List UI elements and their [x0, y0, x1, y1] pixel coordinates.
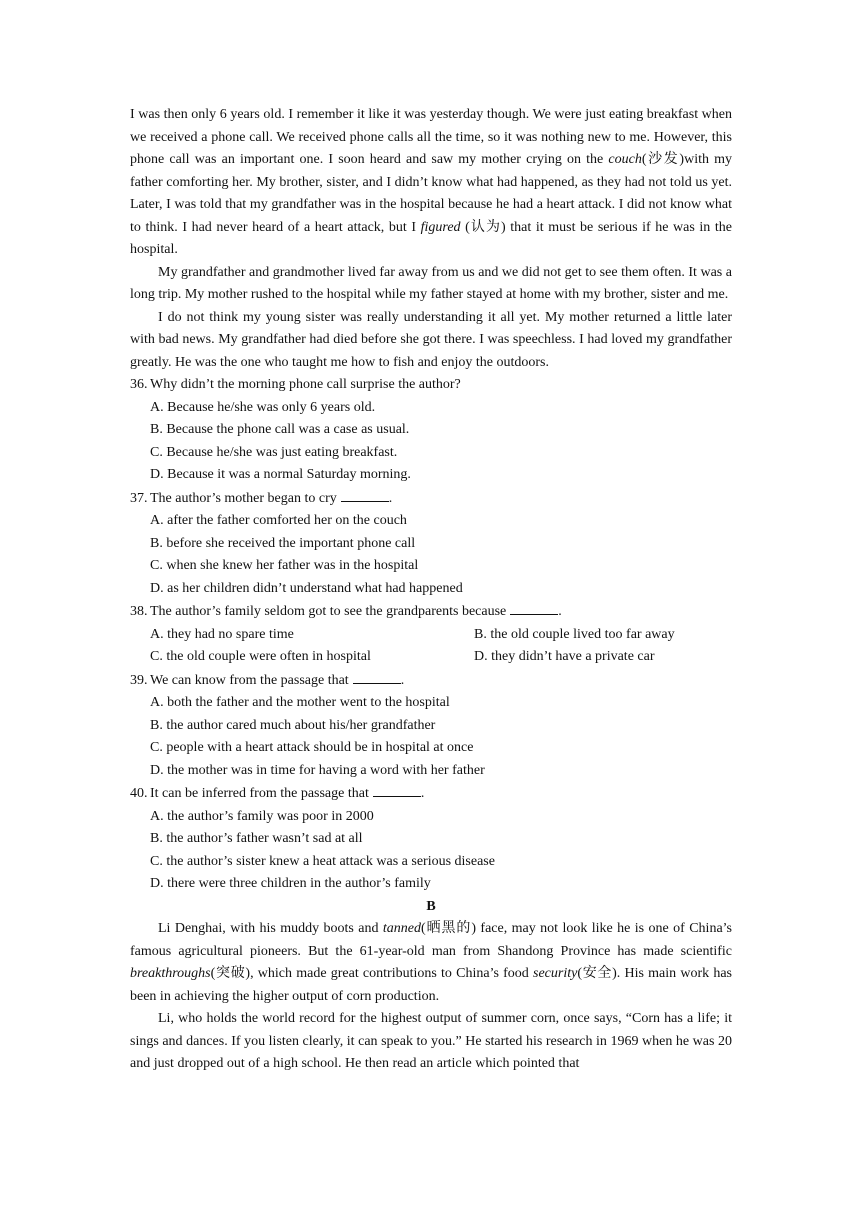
option-40-b: B. the author’s father wasn’t sad at all [150, 831, 363, 846]
question-36 [130, 374, 732, 397]
question-number: 38. [130, 604, 148, 619]
option-37-a: A. after the father comforted her on the couch [150, 513, 407, 528]
document-page [130, 104, 732, 1076]
text-run: Li Denghai, with his muddy boots and [158, 921, 383, 936]
passage-a-paragraph-2: My grandfather and grandmother lived far away from us and we did not get to see them often. It was a long trip. My mother rushed to the hospital while my father stayed at home with my brother, sister and me. [130, 264, 732, 302]
question-stem: The author’s family seldom got to see the grandparents because [150, 604, 507, 619]
option-37-d: D. as her children didn’t understand what had happened [150, 580, 463, 596]
italic-word-tanned: tanned [382, 921, 422, 936]
question-39 [130, 669, 732, 693]
italic-word-couch: couch [608, 152, 642, 167]
text-run: (安全). His main work has been in achieving the higher output of corn production. [130, 966, 732, 1004]
section-b-title: B [426, 898, 436, 914]
option-40-a: A. the author’s family was poor in 2000 [150, 808, 374, 824]
options-38-row-1 [130, 624, 732, 647]
text-run: I was then only 6 years old. I remember it like it was yesterday though. We were just eating breakfast when we received a phone call. We received phone calls all the time, so it was nothing new to me. However, this phone call was an important one. I soon heard and saw my mother crying on the [130, 107, 732, 167]
stem-end: . [388, 490, 393, 506]
option-38-b: B. the old couple lived too far away [474, 626, 675, 642]
answer-blank [510, 600, 558, 615]
option-38-a: A. they had no spare time [150, 626, 294, 642]
text-run: (晒黑的) face, may not look like he is one of China’s famous agricultural pioneers. But the 61-year-old man from Shandong Province has made scientific [130, 921, 732, 959]
option-40-d: D. there were three children in the author’s family [150, 876, 431, 891]
options-38-row-2 [130, 646, 732, 669]
option-37-b: B. before she received the important phone call [150, 535, 416, 551]
question-38 [130, 600, 732, 624]
text-run: (突破), which made great contributions to China’s food [210, 966, 533, 981]
text-run: (沙发)with my father comforting her. My brother, sister, and I didn’t know what had happened, as they had not told us yet. Later, I was told that my grandfather was in the hospital because he had a heart attack. I did not know what to think. I had never heard of a heart attack, but I [130, 152, 733, 235]
option-36-a: A. Because he/she was only 6 years old. [150, 399, 376, 415]
option-39-a: A. both the father and the mother went to the hospital [150, 695, 450, 710]
option-36-b: B. Because the phone call was a case as usual. [150, 422, 410, 437]
question-40 [130, 782, 732, 806]
italic-word-breakthroughs: breakthroughs [130, 966, 211, 981]
stem-end: . [420, 786, 425, 801]
question-number: 40. [130, 786, 148, 801]
answer-blank [373, 782, 421, 797]
option-38-c: C. the old couple were often in hospital [150, 649, 371, 664]
passage-b-paragraph-2: Li, who holds the world record for the highest output of summer corn, once says, “Corn has a life; it sings and dances. If you listen clearly, it can speak to you.” He started his research in 1969 when he was 20 and just dropped out of a high school. He then read an article which pointed that [130, 1011, 732, 1071]
question-number: 39. [130, 672, 148, 688]
stem-end: . [400, 672, 405, 688]
italic-word-figured: figured [420, 219, 461, 235]
option-36-c: C. Because he/she was just eating breakfast. [150, 444, 398, 460]
italic-word-security: security [533, 966, 578, 981]
option-39-b: B. the author cared much about his/her grandfather [150, 717, 436, 733]
question-number: 36. [130, 377, 148, 392]
question-stem: It can be inferred from the passage that [150, 786, 369, 801]
option-37-c: C. when she knew her father was in the hospital [150, 558, 419, 573]
question-number: 37. [130, 490, 148, 506]
option-36-d: D. Because it was a normal Saturday morning. [150, 467, 411, 482]
passage-a-paragraph-3: I do not think my young sister was really understanding it all yet. My mother returned a little later with bad news. My grandfather had died before she got there. I was speechless. I had loved my grandfather greatly. He was the one who taught me how to fish and enjoy the outdoors. [130, 309, 732, 370]
option-39-d: D. the mother was in time for having a word with her father [150, 762, 485, 778]
question-stem: The author’s mother began to cry [150, 490, 337, 506]
question-stem: Why didn’t the morning phone call surprise the author? [150, 377, 461, 392]
passage-a-paragraph-1 [130, 104, 732, 262]
answer-blank [341, 487, 389, 502]
question-37 [130, 487, 732, 511]
passage-b-paragraph-1 [130, 918, 732, 1008]
option-38-d: D. they didn’t have a private car [474, 649, 655, 664]
option-40-c: C. the author’s sister knew a heat attack was a serious disease [150, 853, 495, 869]
answer-blank [353, 669, 401, 684]
option-39-c: C. people with a heart attack should be in hospital at once [150, 740, 474, 755]
text-run: (认为) that it must be serious if he was in the hospital. [130, 219, 732, 257]
stem-end: . [558, 604, 562, 619]
question-stem: We can know from the passage that [150, 672, 349, 688]
